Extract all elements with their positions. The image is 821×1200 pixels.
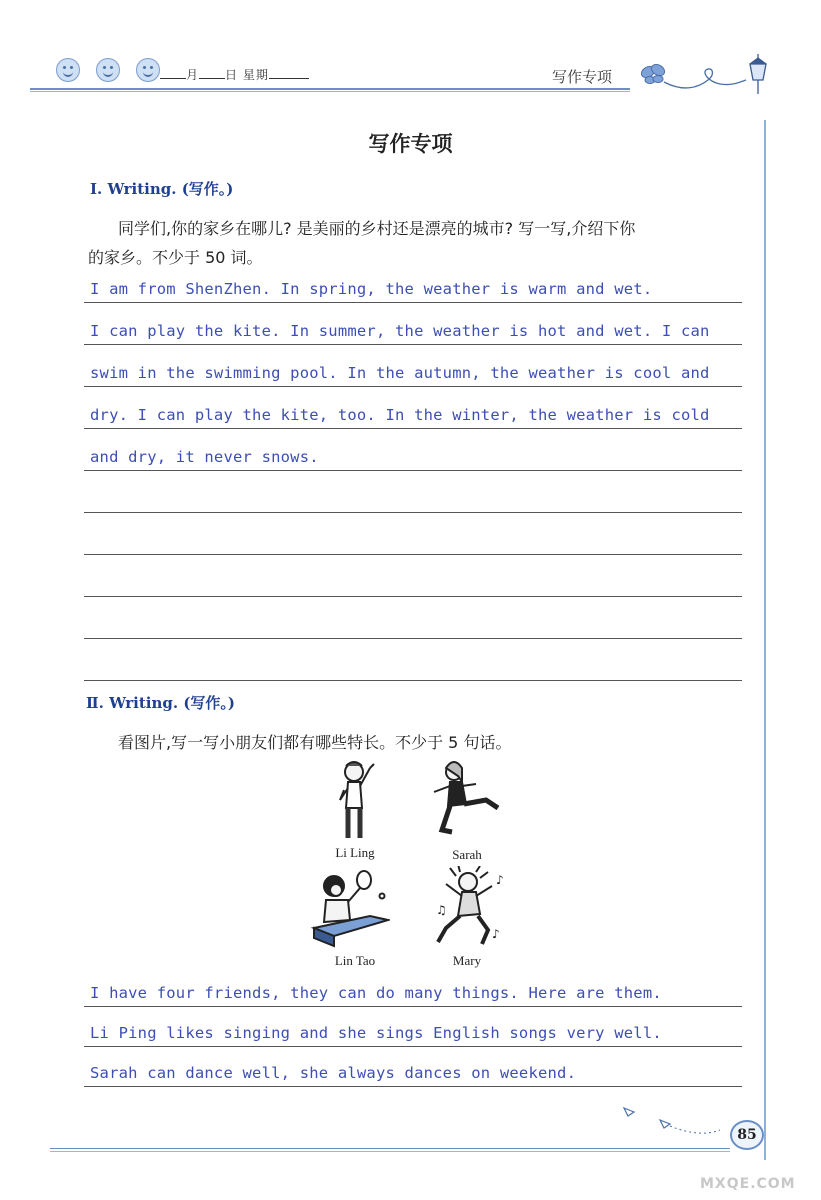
part1-instruction-line2: 的家乡。不少于 50 词。 bbox=[88, 248, 263, 267]
picture-caption: Sarah bbox=[452, 847, 482, 862]
writing-rule-line bbox=[84, 470, 742, 471]
picture-caption: Li Ling bbox=[335, 845, 375, 860]
answer-line-text: and dry, it never snows. bbox=[90, 448, 319, 466]
answer-line-text: I have four friends, they can do many things. Here are them. bbox=[90, 984, 662, 1002]
writing-rule-line bbox=[84, 638, 742, 639]
footer-divider bbox=[50, 1151, 730, 1152]
footer-divider bbox=[50, 1148, 730, 1149]
answer-line-text: dry. I can play the kite, too. In the winter, the weather is cold bbox=[90, 406, 710, 424]
part2-instruction: 看图片,写一写小朋友们都有哪些特长。不少于 5 句话。 bbox=[118, 733, 512, 752]
ping-pong-player-icon bbox=[310, 868, 390, 950]
writing-rule-line bbox=[84, 386, 742, 387]
answer-line-text: swim in the swimming pool. In the autumn, the weather is cool and bbox=[90, 364, 710, 382]
picture-caption: Lin Tao bbox=[334, 953, 376, 968]
date-field bbox=[160, 66, 309, 83]
svg-text:♫: ♫ bbox=[436, 903, 447, 917]
answer-line-text: I can play the kite. In summer, the weather is hot and wet. I can bbox=[90, 322, 710, 340]
writing-rule-line bbox=[84, 1086, 742, 1087]
writing-rule-line bbox=[84, 554, 742, 555]
writing-rule-line bbox=[84, 1006, 742, 1007]
writing-rule-line bbox=[84, 680, 742, 681]
page-number: 85 bbox=[730, 1120, 764, 1150]
header-divider bbox=[30, 88, 630, 90]
page-title: 写作专项 bbox=[368, 132, 453, 156]
date-month-label: 月 bbox=[186, 68, 200, 82]
singer-figure-icon bbox=[326, 760, 386, 842]
answer-line-text: I am from ShenZhen. In spring, the weather is warm and wet. bbox=[90, 280, 653, 298]
part2-heading: Ⅱ. Writing. (写作。) bbox=[86, 694, 236, 712]
writing-rule-line bbox=[84, 1046, 742, 1047]
writing-rule-line bbox=[84, 344, 742, 345]
section-tag: 写作专项 bbox=[552, 68, 613, 86]
svg-text:♪: ♪ bbox=[492, 927, 500, 941]
watermark: MXQE.COM bbox=[700, 1176, 796, 1192]
writing-rule-line bbox=[84, 512, 742, 513]
part1-heading: Ⅰ. Writing. (写作。) bbox=[90, 180, 234, 198]
smiley-icon bbox=[136, 58, 160, 82]
picture-caption: Mary bbox=[452, 953, 482, 968]
answer-line-text: Li Ping likes singing and she sings English songs very well. bbox=[90, 1024, 662, 1042]
smiley-icon bbox=[56, 58, 80, 82]
dancer-figure-icon bbox=[428, 760, 508, 842]
music-dancer-icon bbox=[430, 866, 510, 950]
writing-rule-line bbox=[84, 596, 742, 597]
date-day-label: 日 bbox=[225, 68, 239, 82]
smiley-icon bbox=[96, 58, 120, 82]
part1-instruction-line1: 同学们,你的家乡在哪儿? 是美丽的乡村还是漂亮的城市? 写一写,介绍下你 bbox=[118, 219, 636, 238]
header-divider bbox=[30, 91, 630, 92]
writing-rule-line bbox=[84, 428, 742, 429]
writing-rule-line bbox=[84, 302, 742, 303]
answer-line-text: Sarah can dance well, she always dances on weekend. bbox=[90, 1064, 577, 1082]
svg-text:♪: ♪ bbox=[496, 873, 504, 887]
side-margin-line bbox=[764, 120, 766, 1160]
bird-doodle-icon bbox=[620, 1098, 730, 1142]
butterfly-vine-decoration-icon bbox=[628, 52, 778, 102]
date-week-label: 星期 bbox=[242, 68, 269, 82]
